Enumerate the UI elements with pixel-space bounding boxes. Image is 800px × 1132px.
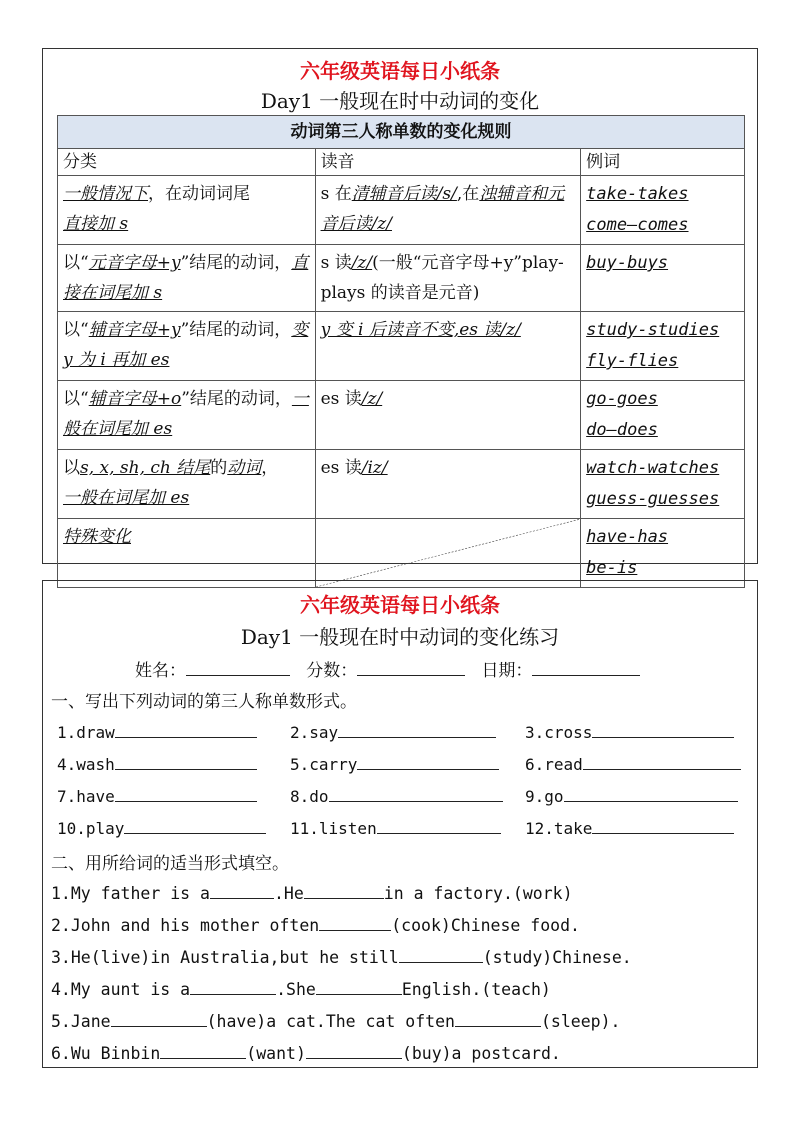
rule-keyword: s, x, sh, ch 结尾 [80,458,211,478]
answer-blank[interactable] [319,916,391,931]
verb-item [290,787,503,806]
sound-text: s 读 [320,253,352,273]
question-text: 4.My aunt is a [51,980,191,999]
fill-question [51,916,580,935]
answer-blank[interactable] [377,819,501,834]
rule-text: ，在动词词尾 [148,184,250,204]
example-word: be-is [586,558,638,578]
date-label: 日期： [481,661,533,681]
table-row [58,176,745,245]
verb-label: 1.draw [57,723,115,742]
card-title: 六年级英语每日小纸条 [300,59,500,83]
rule-keyword: 辅音字母+y [88,320,181,340]
fill-question [51,884,573,903]
card-subtitle: Day1 一般现在时中动词的变化练习 [240,625,560,649]
verb-item [290,755,499,774]
answer-blank[interactable] [455,1012,541,1027]
rule-text: ”结尾的动词， [180,320,292,340]
section-heading: 一、写出下列动词的第三人称单数形式。 [51,692,357,712]
rule-examples [581,176,745,245]
answer-blank[interactable] [564,787,738,802]
question-text: .He [273,884,304,903]
example-word: buy-buys [586,253,669,273]
table-row [58,450,745,519]
rule-examples [581,381,745,450]
table-row [58,381,745,450]
verb-item [525,755,741,774]
col-header-category: 分类 [58,149,316,176]
section-heading: 二、用所给词的适当形式填空。 [51,854,289,874]
rule-text: ”结尾的动词， [181,389,292,409]
rule-sound [315,312,581,381]
exercise-card [42,580,758,1068]
rule-keyword: 直接在词尾加 s [63,253,309,303]
rule-text: 以“ [63,320,89,340]
rule-text: ， [261,458,279,478]
sound-keyword: /z/ [351,253,373,273]
rule-category [58,450,316,519]
score-label: 分数： [306,661,358,681]
verb-label: 6.read [525,755,583,774]
verb-item [57,755,257,774]
sound-text: ,在 [456,184,480,204]
rule-sound [315,450,581,519]
table-row [58,312,745,381]
rule-sound [315,176,581,245]
answer-blank[interactable] [399,948,483,963]
question-text: 2.John and his mother often [51,916,320,935]
rule-examples [581,245,745,312]
sound-text: (一般“元音字母+y”play-plays 的读音是元音) [320,253,564,303]
verb-label: 8.do [290,787,329,806]
table-title: 动词第三人称单数的变化规则 [58,116,745,149]
rules-card [42,48,758,578]
card-title: 六年级英语每日小纸条 [300,593,500,617]
answer-blank[interactable] [357,755,499,770]
example-word: come—comes [586,215,689,235]
rule-keyword: 辅音字母+o [88,389,182,409]
name-blank[interactable] [186,661,290,676]
answer-blank[interactable] [592,819,734,834]
question-text: in a factory.(work) [383,884,573,903]
answer-blank[interactable] [316,980,402,995]
question-text: (want) [246,1044,306,1063]
sound-text: es 读 [320,458,362,478]
question-text: 3.He(live)in Australia,but he still [51,948,399,967]
example-word: do—does [586,420,658,440]
rule-examples [581,312,745,381]
answer-blank[interactable] [304,884,384,899]
student-info-line [135,656,640,681]
score-blank[interactable] [357,661,465,676]
verb-item [525,787,738,806]
question-text: .She [276,980,316,999]
example-word: go-goes [586,389,658,409]
question-text: (have)a cat.The cat often [206,1012,455,1031]
rule-keyword: 变 y 为 i 再加 es [63,320,309,370]
rule-text: 以“ [63,389,89,409]
answer-blank[interactable] [124,819,266,834]
verb-label: 12.take [525,819,593,838]
answer-blank[interactable] [111,1012,207,1027]
rule-category [58,381,316,450]
verb-item [525,723,734,742]
sound-text: s 在 [320,184,352,204]
example-word: have-has [586,527,669,547]
card-subtitle: Day1 一般现在时中动词的变化 [260,89,540,113]
answer-blank[interactable] [592,723,734,738]
sound-keyword: /iz/ [361,458,388,478]
answer-blank[interactable] [115,787,257,802]
question-text: 1.My father is a [51,884,210,903]
question-text: 6.Wu Binbin [51,1044,161,1063]
sound-keyword: y 变 i 后读音不变,es 读/z/ [320,320,521,340]
col-header-sound: 读音 [315,149,581,176]
rule-keyword: 元音字母+y [88,253,181,273]
rule-keyword: 一般在词尾加 es [63,389,309,439]
answer-blank[interactable] [115,755,257,770]
rule-keyword: 一般情况下 [63,184,148,204]
verb-item [57,787,257,806]
answer-blank[interactable] [115,723,257,738]
fill-question [51,980,551,999]
rule-sound [315,381,581,450]
answer-blank[interactable] [190,980,276,995]
verb-item [290,723,496,742]
rule-category [58,176,316,245]
verb-label: 11.listen [290,819,377,838]
answer-blank[interactable] [329,787,503,802]
fill-question [51,1044,561,1063]
example-word: watch-watches [586,458,720,478]
table-row [58,519,745,588]
question-text: (buy)a postcard. [401,1044,561,1063]
verb-label: 4.wash [57,755,115,774]
fill-question [51,948,632,967]
rule-category [58,519,316,588]
verb-label: 2.say [290,723,339,742]
verb-item [57,723,257,742]
rule-keyword: 动词 [227,458,262,478]
rule-text: 以“ [63,253,89,273]
answer-blank[interactable] [583,755,741,770]
diagonal-line [316,519,581,587]
sound-keyword: 清辅音后读/s/ [351,184,457,204]
verb-item [525,819,734,838]
rule-category [58,245,316,312]
rule-examples [581,519,745,588]
question-text: English.(teach) [401,980,551,999]
sound-keyword: /z/ [361,389,383,409]
verb-item [57,819,266,838]
sound-text: es 读 [320,389,362,409]
rule-examples [581,450,745,519]
answer-blank[interactable] [338,723,496,738]
example-word: take-takes [586,184,689,204]
rule-category [58,312,316,381]
answer-blank[interactable] [160,1044,246,1059]
rule-keyword: 特殊变化 [63,527,131,547]
rule-text: 的 [210,458,228,478]
question-text: (study)Chinese. [482,948,632,967]
diagonal-empty-cell [315,519,581,588]
col-header-example: 例词 [581,149,745,176]
example-word: guess-guesses [586,489,720,509]
rule-sound [315,245,581,312]
rule-text: ”结尾的动词， [180,253,292,273]
sound-keyword: 浊辅音和元音后读/z/ [320,184,565,234]
verb-label: 7.have [57,787,115,806]
rule-keyword: 一般在词尾加 es [63,488,190,508]
question-text: 5.Jane [51,1012,111,1031]
table-row [58,245,745,312]
example-word: fly-flies [586,351,679,371]
question-text: (sleep). [540,1012,621,1031]
rule-text: 以 [63,458,80,478]
verb-label: 10.play [57,819,125,838]
fill-question [51,1012,620,1031]
date-blank[interactable] [532,661,640,676]
question-text: (cook)Chinese food. [391,916,580,935]
name-label: 姓名： [135,661,186,681]
verb-item [290,819,501,838]
rule-keyword: 直接加 s [63,214,129,234]
verb-label: 3.cross [525,723,593,742]
answer-blank[interactable] [210,884,274,899]
rules-table [57,115,745,588]
verb-label: 9.go [525,787,564,806]
answer-blank[interactable] [306,1044,402,1059]
verb-label: 5.carry [290,755,358,774]
example-word: study-studies [586,320,720,340]
